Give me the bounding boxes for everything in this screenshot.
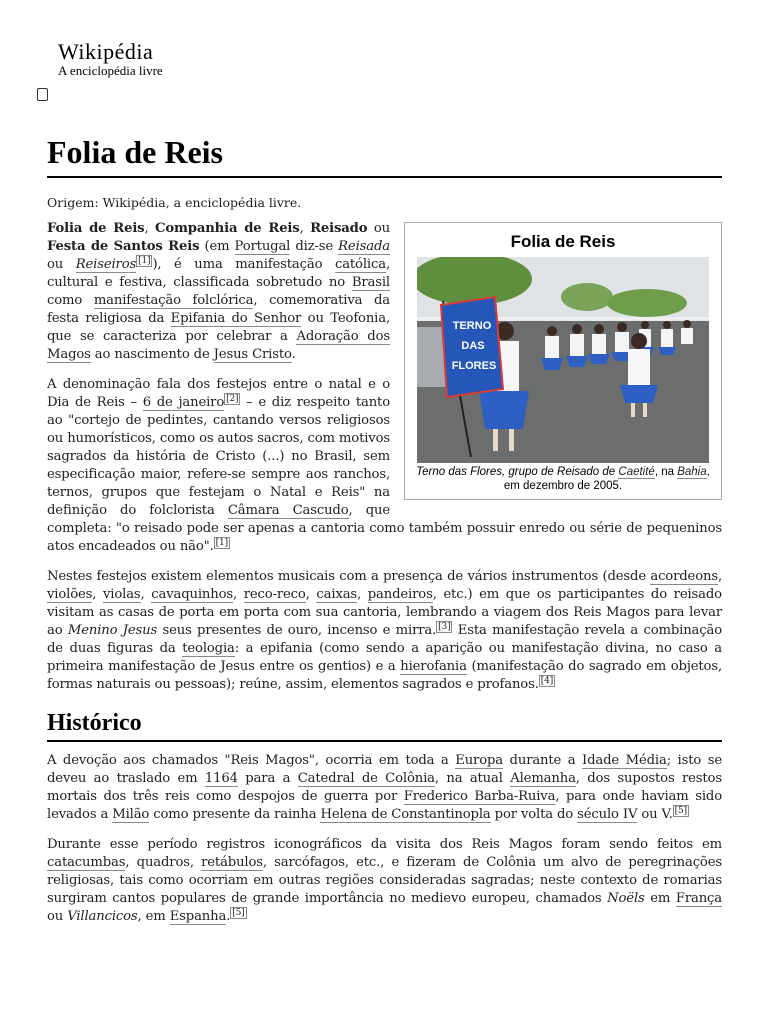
logo-text: Wikipédia bbox=[58, 39, 154, 64]
site-header bbox=[58, 40, 163, 78]
link-reiseiros[interactable]: Reiseiros bbox=[75, 257, 137, 272]
citation-5[interactable]: [5] bbox=[232, 907, 245, 918]
photo-tree-right bbox=[607, 289, 687, 317]
text: , em bbox=[137, 909, 170, 924]
link-violas[interactable]: violas bbox=[103, 587, 141, 602]
link-adoracao-dos-magos[interactable]: Adoração dos Magos bbox=[47, 329, 390, 362]
text: : a epifania (como sendo a aparição ou manifestação divina, no caso a primeira manifestação de Jesus entre os gentios) e a bbox=[47, 641, 722, 674]
citation-5[interactable]: [5] bbox=[674, 805, 687, 816]
citation-1[interactable]: [1] bbox=[215, 537, 228, 548]
link-violoes[interactable]: violões bbox=[47, 587, 93, 602]
text: (manifestação do sagrado em objetos, formas naturais ou pessoas); reúne, assim, elementos sagrados e profanos. bbox=[47, 659, 723, 692]
link-franca[interactable]: França bbox=[675, 891, 722, 906]
text: . bbox=[291, 347, 296, 362]
link-portugal[interactable]: Portugal bbox=[234, 239, 291, 254]
link-catolica[interactable]: católica bbox=[334, 257, 386, 272]
italic-term: Menino Jesus bbox=[67, 623, 158, 638]
article-content bbox=[47, 132, 722, 938]
link-retabulos[interactable]: retábulos bbox=[201, 855, 263, 870]
caption-text: , em dezembro de 2005. bbox=[503, 466, 710, 492]
link-reisada[interactable]: Reisada bbox=[338, 239, 390, 254]
link-espanha[interactable]: Espanha bbox=[169, 909, 227, 924]
text: , sarcófagos, etc., e fizeram de Colônia um alvo de peregrinações religiosas, tais como ocorriam em outras regiões consideradas sagradas; neste contexto de romarias surgiram cantos populares de grande importância no medievo europeu, chamados bbox=[47, 855, 722, 906]
link-6-de-janeiro[interactable]: 6 de janeiro bbox=[142, 395, 225, 410]
text: ou Teofonia, que se caracteriza por celebrar a bbox=[47, 311, 391, 344]
text: , para onde haviam sido levados a bbox=[47, 789, 723, 822]
text: ou bbox=[47, 909, 68, 924]
text: , comemorativa da festa religiosa da bbox=[47, 293, 390, 326]
text: , na atual bbox=[434, 771, 511, 786]
text: ), é uma manifestação bbox=[152, 257, 335, 272]
text: A denominação fala dos festejos entre o natal e o Dia de Reis – bbox=[47, 377, 390, 410]
text: Nestes festejos existem elementos musicais com a presença de vários instrumentos (desde bbox=[47, 569, 651, 584]
link-jesus-cristo[interactable]: Jesus Cristo bbox=[213, 347, 292, 362]
link-pandeiros[interactable]: pandeiros bbox=[367, 587, 433, 602]
citation-2[interactable]: [2] bbox=[226, 393, 239, 404]
text: ao nascimento de bbox=[90, 347, 214, 362]
text: como presente da rainha bbox=[149, 807, 321, 822]
link-epifania[interactable]: Epifania do Senhor bbox=[170, 311, 302, 326]
wikipedia-logo[interactable] bbox=[58, 40, 163, 64]
historico-paragraph-2 bbox=[47, 836, 722, 926]
sidebar-toggle-checkbox[interactable] bbox=[37, 88, 48, 101]
bold-term: Reisado bbox=[310, 221, 368, 236]
citation-3[interactable]: [3] bbox=[438, 621, 451, 632]
link-caetite[interactable]: Caetité bbox=[618, 466, 655, 478]
caption-text: Terno das Flores, grupo de Reisado de bbox=[416, 466, 619, 478]
text: , cultural e festiva, classificada sobretudo no bbox=[47, 257, 390, 290]
text: Esta manifestação revela a combinação de duas figuras da bbox=[47, 623, 723, 656]
text: ou bbox=[47, 257, 76, 272]
section-heading-historico: Histórico bbox=[47, 708, 722, 742]
text: , que completa: "o reisado pode ser apenas a cantoria como também possuir enredo ou série de pequeninos atos encadeados ou não". bbox=[47, 503, 722, 554]
link-cavaquinhos[interactable]: cavaquinhos bbox=[151, 587, 234, 602]
link-helena-de-constantinopla[interactable]: Helena de Constantinopla bbox=[320, 807, 491, 822]
text: , etc.) em que os participantes do reisado visitam as casas de porta em porta com sua cantoria, lembrando a viagem dos Reis Magos para levar ao bbox=[47, 587, 722, 638]
text: durante a bbox=[503, 753, 583, 768]
text: por volta do bbox=[490, 807, 578, 822]
infobox-photo[interactable] bbox=[417, 257, 709, 463]
link-caixas[interactable]: caixas bbox=[316, 587, 358, 602]
link-milao[interactable]: Milão bbox=[112, 807, 150, 822]
link-seculo-iv[interactable]: século IV bbox=[577, 807, 638, 822]
banner-line-3: FLORES bbox=[451, 360, 497, 372]
infobox bbox=[404, 222, 722, 500]
link-europa[interactable]: Europa bbox=[455, 753, 503, 768]
infobox-title: Folia de Reis bbox=[510, 232, 616, 251]
italic-term: Noëls bbox=[607, 891, 645, 906]
link-brasil[interactable]: Brasil bbox=[351, 275, 390, 290]
text: como bbox=[47, 293, 94, 308]
text: (em bbox=[199, 239, 235, 254]
text: – e diz respeito tanto ao "cortejo de pedintes, cantando versos religiosos ou humorísticos, como os autos sacros, com motivos sagrados da história de Cristo (...) no Brasil, sem especificação maior, refere-se sempre aos ranchos, ternos, grupos que festejam o Natal e Reis" na definição do folclorista bbox=[47, 395, 390, 518]
text: , quadros, bbox=[125, 855, 202, 870]
caption-text: , na bbox=[654, 466, 678, 478]
text: , bbox=[92, 587, 103, 602]
link-camara-cascudo[interactable]: Câmara Cascudo bbox=[227, 503, 349, 518]
text: . bbox=[226, 909, 231, 924]
link-teologia[interactable]: teologia bbox=[182, 641, 235, 656]
text: ; isto se deveu ao traslado em bbox=[47, 753, 722, 786]
text: em bbox=[644, 891, 676, 906]
link-idade-media[interactable]: Idade Média bbox=[582, 753, 667, 768]
link-frederico-barba-ruiva[interactable]: Frederico Barba-Ruiva bbox=[403, 789, 556, 804]
citation-1[interactable]: [1] bbox=[138, 255, 151, 266]
text: , dos supostos restos mortais dos três reis como despojos de guerra por bbox=[47, 771, 722, 804]
link-hierofania[interactable]: hierofania bbox=[400, 659, 467, 674]
page-title: Folia de Reis bbox=[47, 132, 722, 178]
infobox-caption bbox=[409, 463, 717, 495]
link-manifestacao-folclorica[interactable]: manifestação folclórica bbox=[93, 293, 254, 308]
text: seus presentes de ouro, incenso e mirra. bbox=[157, 623, 437, 638]
banner-line-2: DAS bbox=[461, 340, 485, 352]
photo-tree-mid bbox=[561, 283, 613, 311]
intro-paragraph-3 bbox=[47, 568, 722, 694]
citation-4[interactable]: [4] bbox=[540, 675, 554, 686]
banner-line-1: TERNO bbox=[452, 320, 492, 332]
link-catacumbas[interactable]: catacumbas bbox=[47, 855, 126, 870]
text: Durante esse período registros iconográficos da visita dos Reis Magos foram sendo feitos em bbox=[47, 837, 722, 852]
article-origin: Origem: Wikipédia, a enciclopédia livre. bbox=[47, 195, 302, 210]
text: , bbox=[357, 587, 368, 602]
link-bahia[interactable]: Bahia bbox=[677, 466, 707, 478]
text: , bbox=[140, 587, 152, 602]
link-acordeons[interactable]: acordeons bbox=[650, 569, 718, 584]
text: , bbox=[233, 587, 244, 602]
text: , bbox=[717, 569, 722, 584]
bold-term: Festa de Santos Reis bbox=[47, 239, 200, 254]
text: ou bbox=[367, 221, 390, 236]
bold-term: Companhia de Reis bbox=[154, 221, 300, 236]
link-1164[interactable]: 1164 bbox=[204, 771, 238, 786]
historico-paragraph-1 bbox=[47, 752, 722, 824]
text: para a bbox=[237, 771, 298, 786]
text: , bbox=[305, 587, 317, 602]
link-reco-reco[interactable]: reco-reco bbox=[243, 587, 306, 602]
text: diz-se bbox=[290, 239, 339, 254]
text: A devoção aos chamados "Reis Magos", ocorria em toda a bbox=[47, 753, 456, 768]
text: ou V. bbox=[637, 807, 673, 822]
link-catedral-de-colonia[interactable]: Catedral de Colônia bbox=[297, 771, 435, 786]
site-tagline: A enciclopédia livre bbox=[58, 63, 163, 78]
text: , bbox=[144, 221, 155, 236]
italic-term: Villancicos bbox=[67, 909, 138, 924]
bold-term: Folia de Reis bbox=[47, 221, 145, 236]
text: , bbox=[299, 221, 311, 236]
link-alemanha[interactable]: Alemanha bbox=[510, 771, 576, 786]
